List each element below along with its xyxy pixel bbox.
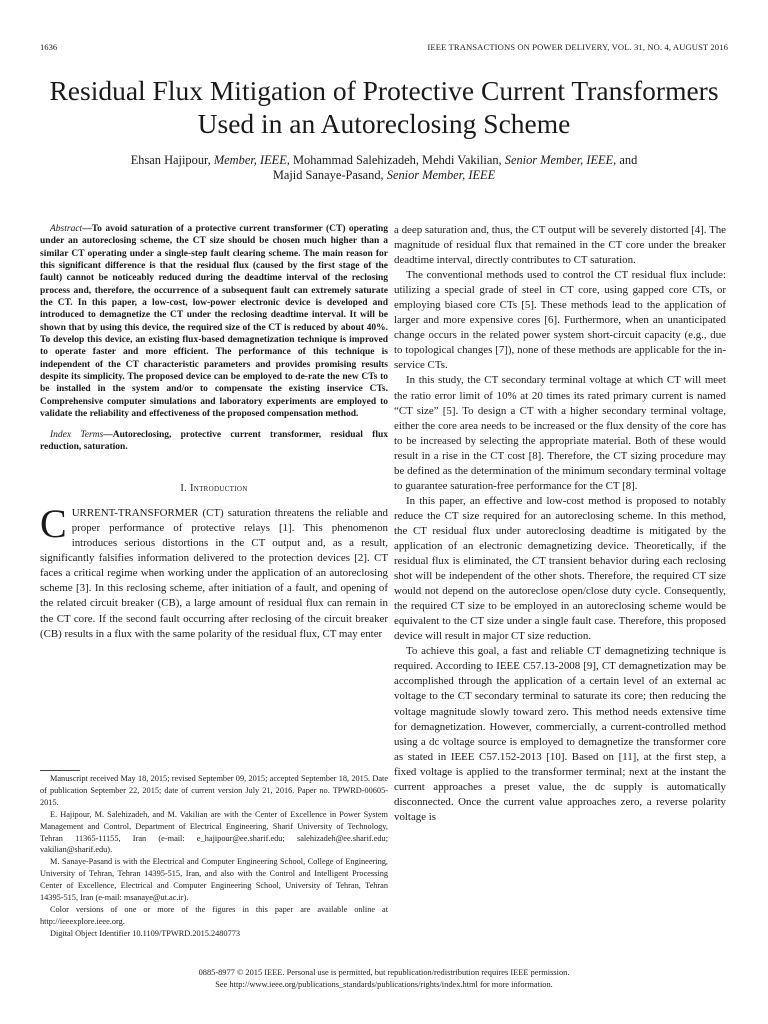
section-title: Introduction	[189, 483, 248, 495]
body-paragraph: In this paper, an effective and low-cost method is proposed to notably reduce the CT size required for an autoreclosing scheme. In this method, the CT residual flux under autoreclosing deadtime is mitigated by the application of an electronic demagnetizing device. Theoretically, if the residual flux is eliminated, the CT transient behavior during each reclosing shot will be independent of the other shots. Therefore, the required CT size would not depend on the autoreclose open/close duty cycle. Consequently, the required CT size to be employed in an autoreclosing scheme would be equivalent to the CT size under a single fault case. Therefore, this proposed device will result in major CT size reduction.	[394, 494, 726, 643]
permissions-line: See http://www.ieee.org/publications_standards/publications/rights/index.html for more information.	[215, 979, 553, 989]
intro-text: URRENT-TRANSFORMER (CT) saturation threatens the reliable and proper performance of protective relays [1]. This phenomenon introduces serious distortions in the CT output and, as a result, significantly falsifies information delivered to the protection devices [2]. CT faces a critical regime when working under the application of an autoreclosing scheme [3]. In this reclosing scheme, after initiation of a fault, and opening of the related circuit breaker (CB), a large amount of residual flux can remain in the CT core. If the second fault occurring after reclosing of the circuit breaker (CB) results in a flux with the same polarity of the residual flux, CT may enter	[40, 507, 388, 640]
body-paragraph: To achieve this goal, a fast and reliable CT demagnetizing technique is required. According to IEEE C57.13-2008 [9], CT demagnetization may be accomplished through the application of a certain level of an external ac voltage to the CT secondary terminal to saturate its core; then reducing the voltage magnitude slowly toward zero. This method needs extensive time for demagnetization. However, commercially, a current-controlled method using a dc voltage source is employed to demagnetize the transformer core as stated in IEEE C57.152-2013 [10]. Based on [11], at the first step, a fixed voltage is applied to the transformer terminal; next at the instant the current approaches a preset value, the dc supply is automatically disconnected. Once the current value approaches zero, a reverse polarity voltage is	[394, 645, 726, 823]
author-3-role: Senior Member, IEEE,	[504, 153, 617, 167]
index-terms-label: Index Terms	[50, 429, 104, 440]
author-4: Majid Sanaye-Pasand,	[272, 167, 384, 182]
author-and: and	[619, 153, 638, 167]
footnote-received: Manuscript received May 18, 2015; revised September 09, 2015; accepted September 18, 2015. Date of publication September 22, 2015; date of current version July 21, 2016. Paper no. TPWRD-00605-2015.	[40, 774, 388, 807]
abstract	[40, 223, 388, 421]
footnotes	[40, 773, 388, 940]
index-terms-text: —Autoreclosing, protective current transformer, residual flux reduction, saturation.	[40, 429, 388, 452]
journal-header: IEEE TRANSACTIONS ON POWER DELIVERY, VOL. 31, NO. 4, AUGUST 2016	[427, 42, 728, 52]
footnote-color: Color versions of one or more of the figures in this paper are available online at http://ieeexplore.ieee.org.	[40, 904, 388, 926]
abstract-label: Abstract	[50, 224, 83, 234]
author-1-role: Member, IEEE,	[213, 153, 290, 167]
intro-paragraph	[40, 501, 388, 641]
abstract-text: —To avoid saturation of a protective current transformer (CT) operating under an autoreclosing scheme, the CT size should be chosen much higher than a similar CT operating under a single-step fault clearing scheme. The main reason for this significant difference is that the residual flux (caused by the first stage of the fault) cannot be noticeably reduced during the deadtime interval of the reclosing process and, therefore, the occurrence of a subsequent fault can extremely saturate the CT. In this paper, a low-cost, low-power electronic device is developed and introduced to demagnetize the CT under the reclosing deadtime interval. It will be shown that by using this device, the required size of the CT is reduced by about 40%. To develop this device, an existing flux-based demagnetization technique is improved to operate faster and more efficient. The performance of this technique is independent of the CT characteristic parameters and provides promising results despite its simplicity. The proposed device can be employed to de-rate the new CTs to be installed in the system and/or to compensate the existing inservice CTs. Comprehensive computer simulations and laboratory experiments are employed to validate the reliability and effectiveness of the proposed compensation method.	[40, 224, 388, 420]
left-column	[40, 223, 388, 642]
page-number: 1636	[40, 42, 58, 52]
author-4-role: Senior Member, IEEE	[386, 167, 496, 182]
body-paragraph: The conventional methods used to control the CT residual flux include: utilizing a special grade of steel in CT core, using gapped core CTs, or employing biased core CTs [5]. These methods lead to the application of larger and more expensive cores [6]. Furthermore, when an unanticipated change occurs in the related power system short-circuit capacity (e.g., due to topological changes [7]), none of these methods are applicable for the in-service CTs.	[394, 269, 726, 372]
body-paragraph: In this study, the CT secondary terminal voltage at which CT will meet the ratio error limit of 10% at 20 times its rated primary current is named “CT size” [5]. To design a CT with a higher secondary terminal voltage, either the core area needs to be increased or the flux density of the core has to be increased by selecting the appropriate material. Both of these would result in a rise in the CT cost [8]. Therefore, the CT sizing procedure may be defined as the determination of the minimum secondary terminal voltage to guarantee saturation-free performance for the CT [8].	[394, 374, 726, 492]
index-terms	[40, 429, 388, 454]
paper-title: Residual Flux Mitigation of Protective Current Transformers Used in an Autoreclosing Scheme	[49, 75, 719, 139]
copyright-notice	[40, 967, 728, 990]
section-number: I.	[180, 483, 188, 495]
right-column	[394, 223, 726, 825]
author-list	[40, 153, 728, 182]
footnote-doi: Digital Object Identifier 10.1109/TPWRD.2015.2480773	[50, 928, 241, 938]
footnote-rule	[40, 770, 80, 771]
running-header	[40, 42, 728, 56]
body-paragraph: a deep saturation and, thus, the CT output will be severely distorted [4]. The magnitude of residual flux that remained in the CT core under the breaker deadtime interval, directly contributes to CT saturation.	[394, 224, 726, 267]
drop-cap: C	[40, 501, 67, 547]
author-2-3: Mohammad Salehizadeh, Mehdi Vakilian,	[293, 153, 502, 167]
copyright-line: 0885-8977 © 2015 IEEE. Personal use is permitted, but republication/redistribution requires IEEE permission.	[198, 968, 570, 977]
author-1: Ehsan Hajipour,	[130, 153, 211, 167]
footnote-affiliation-1: E. Hajipour, M. Salehizadeh, and M. Vakilian are with the Center of Excellence in Power System Management and Control, Department of Electrical Engineering, Sharif University of Technology, Tehran 11365-11155, Iran (e-mail: e_hajipour@ee.sharif.edu; salehizadeh@ee.sharif.edu; vakilian@sharif.edu).	[40, 809, 388, 855]
section-heading	[40, 483, 388, 494]
footnote-affiliation-2: M. Sanaye-Pasand is with the Electrical and Computer Engineering School, College of Engineering, University of Tehran, Tehran 14395-515, Iran, and also with the Control and Intelligent Processing Center of Excellence, Electrical and Computer Engineering School, University of Tehran, Tehran 14395-515, Iran (e-mail: msanaye@ut.ac.ir).	[40, 857, 388, 903]
